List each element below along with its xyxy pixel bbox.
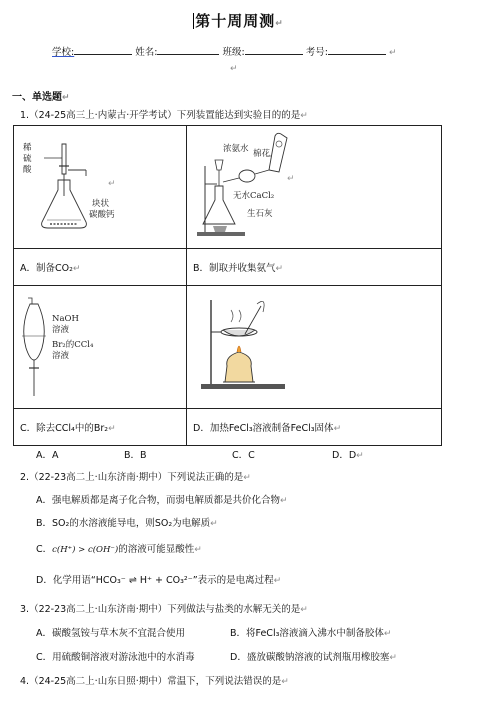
option-d-label: D．加热FeCl₃溶液制备FeCl₃固体 (193, 423, 334, 434)
name-label: 姓名: (135, 47, 158, 58)
school-blank[interactable] (74, 45, 132, 55)
apparatus-b-label-1: 浓氨水 (223, 144, 249, 154)
cell-apparatus-c (14, 286, 187, 409)
paragraph-mark: ↵ (275, 264, 284, 274)
apparatus-a-label-2: 硫 (23, 154, 32, 164)
student-info-line (52, 44, 396, 58)
q2-option-d[interactable] (36, 572, 281, 586)
apparatus-a-label-1: 稀 (23, 143, 32, 153)
cell-apparatus-b (187, 126, 442, 249)
apparatus-d-diagram (187, 286, 441, 404)
paragraph-mark: ↵ (300, 605, 308, 615)
paragraph-mark: ↵ (275, 19, 284, 29)
apparatus-b-label-3: 无水CaCl₂ (233, 191, 275, 201)
apparatus-c-label-2: 溶液 (52, 325, 70, 335)
paragraph-mark: ↵ (388, 48, 397, 58)
page-title (0, 10, 477, 31)
school-label: 学校: (52, 47, 75, 58)
question-1-apparatus-table (13, 125, 442, 446)
apparatus-a-label-4: 块状 (92, 199, 110, 209)
question-3-text: 3.（22-23高二上·山东济南·期中）下列做法与盐类的水解无关的是 (20, 604, 301, 615)
paragraph-mark: ↵ (383, 629, 392, 639)
paragraph-mark: ↵ (281, 677, 289, 687)
apparatus-c-label-3: Br₂的CCl₄ (52, 340, 94, 350)
q2-option-c-formula: c(H⁺) > c(OH⁻) (52, 545, 119, 555)
paragraph-mark: ↵ (333, 424, 342, 434)
q1-choice-d-text: D．D (332, 450, 357, 461)
question-2-text: 2.（22-23高二上·山东济南·期中）下列说法正确的是 (20, 472, 244, 483)
paragraph-mark: ↵ (230, 64, 238, 74)
option-a-label: A．制备CO₂ (20, 263, 73, 274)
paragraph-mark: ↵ (72, 264, 81, 274)
q1-choice-a[interactable]: A．A (36, 450, 59, 461)
paragraph-mark: ↵ (356, 451, 364, 461)
q2-option-b-text: B．SO₂的水溶液能导电，则SO₂为电解质 (36, 518, 211, 529)
apparatus-c-label-4: 溶液 (52, 351, 70, 361)
apparatus-b-label-4: 生石灰 (247, 209, 273, 219)
question-2-stem (20, 469, 251, 483)
paragraph-mark: ↵ (389, 653, 397, 663)
name-blank[interactable] (157, 45, 219, 55)
q3-option-a[interactable]: A．碳酸氢铵与草木灰不宜混合使用 (36, 628, 185, 639)
q2-option-a[interactable] (36, 492, 288, 506)
apparatus-c-label-1: NaOH (52, 314, 79, 324)
title-text: 第十周周测 (195, 12, 276, 30)
q3-option-d-text: D．盛放碳酸钠溶液的试剂瓶用橡胶塞 (230, 652, 390, 663)
q2-option-c-prefix: C． (36, 544, 53, 555)
exam-no-blank[interactable] (328, 45, 386, 55)
apparatus-b-diagram (187, 126, 441, 244)
cell-apparatus-d (187, 286, 442, 409)
paragraph-mark: ↵ (243, 473, 251, 483)
question-4-text: 4.（24-25高二上·山东日照·期中）常温下，下列说法错误的是 (20, 676, 282, 687)
option-c-cell (14, 409, 187, 446)
q3-option-b[interactable] (230, 625, 391, 639)
q2-option-d-text: D．化学用语“HCO₃⁻ ⇌ H⁺ + CO₃²⁻”表示的是电离过程 (36, 575, 274, 586)
paragraph-mark: ↵ (273, 576, 282, 586)
apparatus-b-label-2: 棉花 (253, 149, 271, 159)
apparatus-c-diagram (14, 286, 186, 404)
q2-option-c[interactable] (36, 541, 202, 555)
exam-no-label: 考号: (305, 47, 328, 58)
cell-apparatus-a (14, 126, 187, 249)
question-1-text: 1.（24-25高三上·内蒙古·开学考试）下列装置能达到实验目的的是 (20, 110, 301, 121)
q1-choice-d[interactable] (332, 447, 364, 461)
option-b-cell (187, 249, 442, 286)
apparatus-a-diagram (14, 126, 186, 244)
paragraph-mark: ↵ (210, 519, 218, 529)
q3-option-b-text: B．将FeCl₃溶液滴入沸水中制备胶体 (230, 628, 384, 639)
q3-option-d[interactable] (230, 649, 397, 663)
question-3-stem (20, 601, 308, 615)
apparatus-a-label-5: 碳酸钙 (89, 210, 115, 220)
option-c-label: C．除去CCl₄中的Br₂ (20, 423, 109, 434)
paragraph-mark: ↵ (280, 496, 288, 506)
question-4-stem (20, 673, 289, 687)
q1-choice-b[interactable]: B．B (124, 450, 147, 461)
paragraph-mark: ↵ (62, 93, 70, 103)
option-d-cell (187, 409, 442, 446)
question-1-stem (20, 107, 308, 121)
paragraph-mark: ↵ (108, 424, 116, 434)
section-heading (12, 88, 70, 103)
section-text: 一、单选题 (12, 92, 62, 103)
class-label: 班级: (222, 47, 245, 58)
q1-choice-c[interactable]: C．C (232, 450, 255, 461)
paragraph-mark: ↵ (300, 111, 308, 121)
q2-option-a-text: A．强电解质都是离子化合物，而弱电解质都是共价化合物 (36, 495, 280, 506)
paragraph-mark: ↵ (194, 545, 202, 555)
q3-option-c[interactable]: C．用硫酸铜溶液对游泳池中的水消毒 (36, 652, 195, 663)
q2-option-b[interactable] (36, 515, 218, 529)
option-b-label: B．制取并收集氨气 (193, 263, 276, 274)
class-blank[interactable] (245, 45, 303, 55)
apparatus-a-label-3: 酸 (23, 165, 32, 175)
anchor-mark: ↵ (287, 174, 295, 184)
anchor-mark: ↵ (108, 179, 116, 189)
q2-option-c-text: 的溶液可能显酸性 (118, 544, 195, 555)
option-a-cell (14, 249, 187, 286)
